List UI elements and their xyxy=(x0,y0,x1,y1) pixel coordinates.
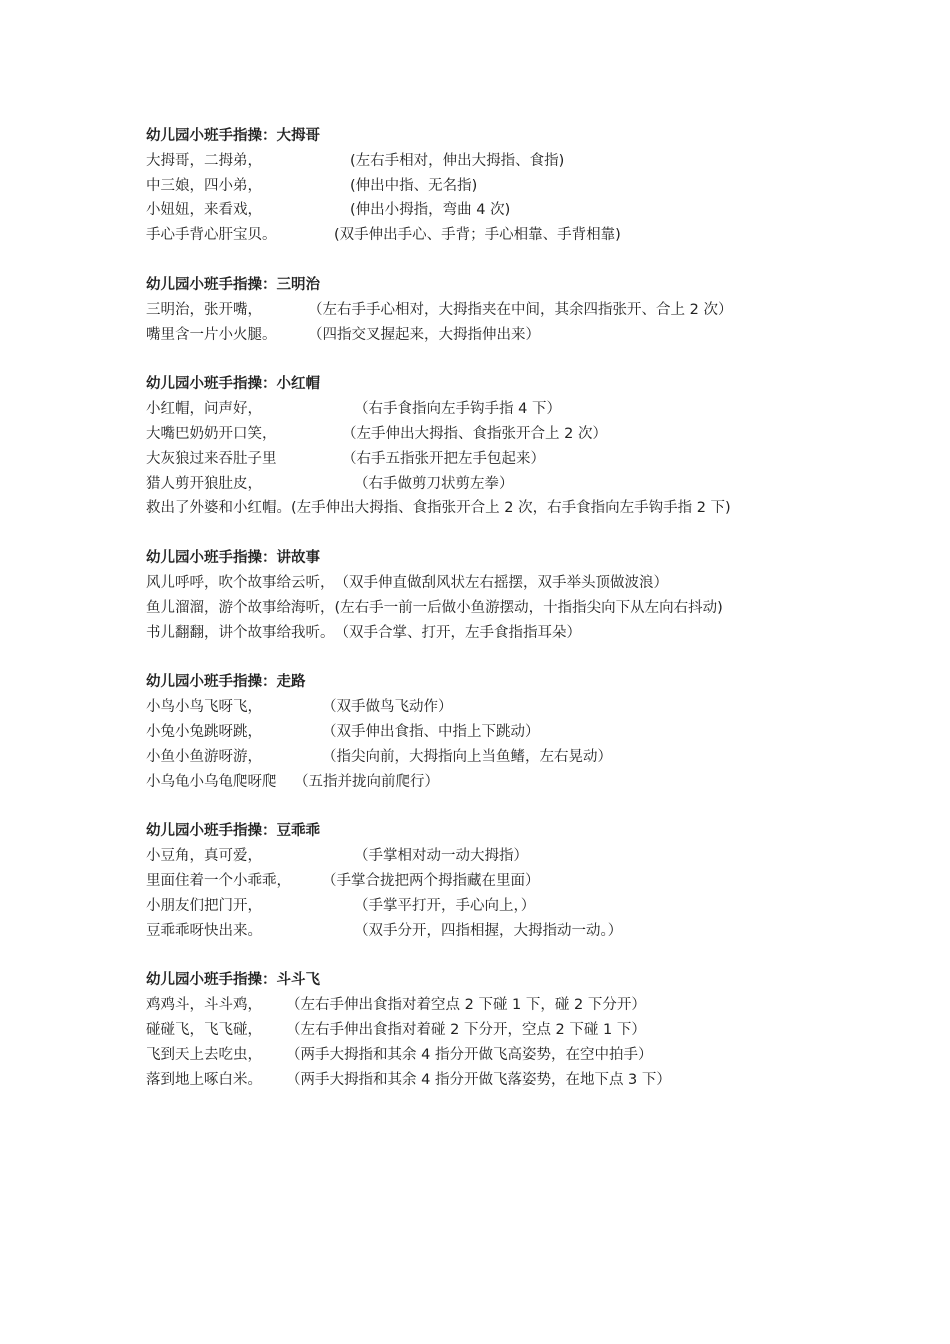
section-title: 幼儿园小班手指操：小红帽 xyxy=(146,376,320,393)
action-instruction: （双手做鸟飞动作） xyxy=(322,699,453,716)
rhyme-line xyxy=(146,422,886,447)
verse-text: 手心手背心肝宝贝。 xyxy=(146,227,277,244)
verse-text: 大嘴巴奶奶开口笑， xyxy=(146,425,277,442)
rhyme-line xyxy=(146,571,886,596)
action-instruction: (左右手相对，伸出大拇指、食指) xyxy=(350,152,565,169)
verse-text: 小朋友们把门开， xyxy=(146,897,262,914)
rhyme-section xyxy=(146,273,886,347)
action-instruction: （双手合掌、打开，左手食指指耳朵） xyxy=(334,624,581,641)
action-instruction: （手掌相对动一动大拇指） xyxy=(354,848,528,865)
verse-text: 落到地上啄白米。 xyxy=(146,1071,262,1088)
action-instruction: （左手伸出大拇指、食指张开合上 2 次） xyxy=(342,425,607,442)
verse-text: 飞到天上去吃虫， xyxy=(146,1046,262,1063)
verse-text: 鱼儿溜溜，游个故事给海听， xyxy=(146,599,335,616)
verse-text: 小鱼小鱼游呀游， xyxy=(146,748,262,765)
action-instruction: (伸出中指、无名指) xyxy=(350,177,478,194)
rhyme-line xyxy=(146,894,886,919)
rhyme-line xyxy=(146,869,886,894)
action-instruction: (伸出小拇指，弯曲 4 次) xyxy=(350,202,511,219)
rhyme-line xyxy=(146,745,886,770)
rhyme-line xyxy=(146,174,886,199)
rhyme-line xyxy=(146,397,886,422)
rhyme-section xyxy=(146,546,886,645)
rhyme-line xyxy=(146,993,886,1018)
action-instruction: （双手分开，四指相握，大拇指动一动。） xyxy=(354,922,623,939)
action-instruction: （左右手伸出食指对着空点 2 下碰 1 下，碰 2 下分开） xyxy=(286,997,646,1014)
verse-text: 小鸟小鸟飞呀飞， xyxy=(146,699,262,716)
rhyme-line xyxy=(146,447,886,472)
verse-text: 三明治，张开嘴， xyxy=(146,301,262,318)
section-title: 幼儿园小班手指操：斗斗飞 xyxy=(146,972,320,989)
rhyme-line xyxy=(146,298,886,323)
action-instruction: （两手大拇指和其余 4 指分开做飞高姿势，在空中拍手） xyxy=(286,1046,653,1063)
rhyme-section xyxy=(146,124,886,248)
action-instruction: （四指交叉握起来，大拇指伸出来） xyxy=(308,326,540,343)
verse-text: 豆乖乖呀快出来。 xyxy=(146,922,262,939)
verse-text: 救出了外婆和小红帽。 xyxy=(146,500,291,517)
rhyme-section xyxy=(146,968,886,1092)
action-instruction: (左右手一前一后做小鱼游摆动，十指指尖向下从左向右抖动) xyxy=(334,599,723,616)
section-title: 幼儿园小班手指操：走路 xyxy=(146,674,306,691)
verse-text: 大灰狼过来吞肚子里 xyxy=(146,450,277,467)
action-instruction: （五指并拢向前爬行） xyxy=(294,773,439,790)
verse-text: 小豆角，真可爱， xyxy=(146,848,262,865)
action-instruction: （两手大拇指和其余 4 指分开做飞落姿势，在地下点 3 下） xyxy=(286,1071,671,1088)
verse-text: 碰碰飞，飞飞碰， xyxy=(146,1021,262,1038)
section-title: 幼儿园小班手指操：豆乖乖 xyxy=(146,823,320,840)
document-page xyxy=(146,124,886,1117)
rhyme-line xyxy=(146,596,886,621)
verse-text: 小红帽，问声好， xyxy=(146,401,262,418)
rhyme-line xyxy=(146,1068,886,1093)
verse-text: 书儿翻翻，讲个故事给我听。 xyxy=(146,624,335,641)
rhyme-section xyxy=(146,372,886,521)
verse-text: 猎人剪开狼肚皮， xyxy=(146,475,262,492)
action-instruction: （手掌平打开，手心向上，） xyxy=(354,897,536,914)
section-title: 幼儿园小班手指操：三明治 xyxy=(146,276,320,293)
action-instruction: (左手伸出大拇指、食指张开合上 2 次，右手食指向左手钩手指 2 下) xyxy=(291,500,731,517)
rhyme-line xyxy=(146,1018,886,1043)
rhyme-line xyxy=(146,149,886,174)
action-instruction: （双手伸直做刮风状左右摇摆，双手举头顶做波浪） xyxy=(334,574,668,591)
action-instruction: （左右手手心相对，大拇指夹在中间，其余四指张开、合上 2 次） xyxy=(308,301,733,318)
verse-text: 小乌龟小乌龟爬呀爬 xyxy=(146,773,277,790)
rhyme-line xyxy=(146,695,886,720)
rhyme-section xyxy=(146,819,886,943)
rhyme-line xyxy=(146,323,886,348)
rhyme-line xyxy=(146,770,886,795)
rhyme-section xyxy=(146,670,886,794)
action-instruction: （右手五指张开把左手包起来） xyxy=(342,450,545,467)
verse-text: 大拇哥，二拇弟， xyxy=(146,152,262,169)
verse-text: 里面住着一个小乖乖， xyxy=(146,872,291,889)
verse-text: 小兔小兔跳呀跳， xyxy=(146,723,262,740)
verse-text: 鸡鸡斗，斗斗鸡， xyxy=(146,997,262,1014)
verse-text: 嘴里含一片小火腿。 xyxy=(146,326,277,343)
section-title: 幼儿园小班手指操：讲故事 xyxy=(146,550,320,567)
section-title: 幼儿园小班手指操：大拇哥 xyxy=(146,128,320,144)
rhyme-line xyxy=(146,844,886,869)
verse-text: 风儿呼呼，吹个故事给云听， xyxy=(146,574,335,591)
action-instruction: （右手食指向左手钩手指 4 下） xyxy=(354,401,561,418)
action-instruction: (双手伸出手心、手背；手心相靠、手背相靠) xyxy=(334,227,621,244)
rhyme-line xyxy=(146,919,886,944)
action-instruction: （手掌合拢把两个拇指藏在里面） xyxy=(322,872,540,889)
verse-text: 中三娘，四小弟， xyxy=(146,177,262,194)
verse-text: 小妞妞，来看戏， xyxy=(146,202,262,219)
rhyme-line xyxy=(146,198,886,223)
action-instruction: （左右手伸出食指对着碰 2 下分开，空点 2 下碰 1 下） xyxy=(286,1021,646,1038)
rhyme-line xyxy=(146,1043,886,1068)
rhyme-line xyxy=(146,223,886,248)
action-instruction: （指尖向前，大拇指向上当鱼鳍，左右晃动） xyxy=(322,748,612,765)
rhyme-line xyxy=(146,496,886,521)
rhyme-line xyxy=(146,472,886,497)
rhyme-line xyxy=(146,720,886,745)
rhyme-line xyxy=(146,621,886,646)
action-instruction: （右手做剪刀状剪左拳） xyxy=(354,475,514,492)
action-instruction: （双手伸出食指、中指上下跳动） xyxy=(322,723,540,740)
